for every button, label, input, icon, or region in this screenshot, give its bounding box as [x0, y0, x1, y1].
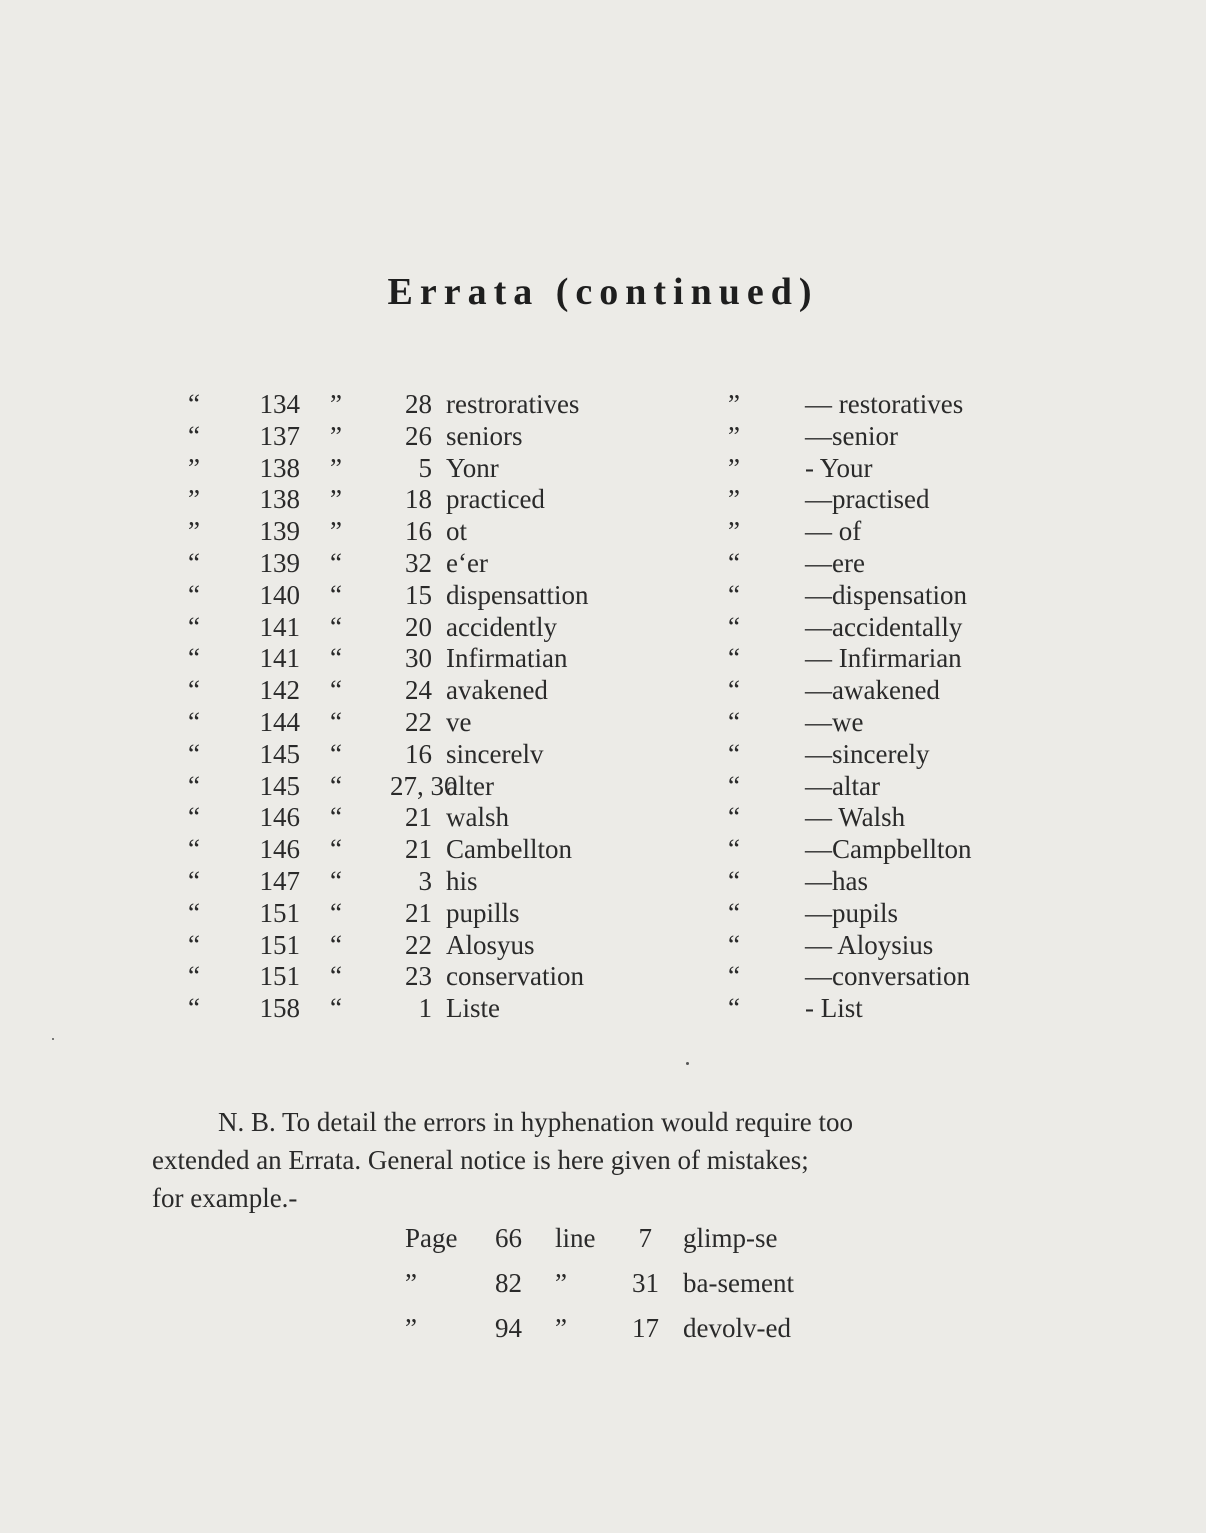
errata-row: [0, 420, 1206, 452]
ditto-mark: ”: [728, 420, 740, 451]
page-number: 137: [259, 420, 300, 451]
ditto-mark: “: [728, 897, 740, 928]
corrected-text: —we: [805, 707, 864, 737]
ditto-mark: “: [330, 961, 342, 992]
ditto-mark: ”: [330, 452, 342, 483]
corrected-text: — Walsh: [805, 802, 906, 833]
page-number: 145: [259, 770, 300, 801]
erroneous-text: dispensattion: [446, 579, 589, 610]
errata-row: [0, 388, 1206, 420]
ditto-mark: “: [728, 961, 740, 992]
print-speck: [686, 1062, 689, 1065]
errata-row: [0, 547, 1206, 579]
line-number: 30: [405, 643, 432, 674]
errata-row: [0, 483, 1206, 515]
errata-row: [0, 801, 1206, 833]
erroneous-text: Infirmatian: [446, 643, 568, 674]
line-label: line: [555, 1223, 596, 1253]
ditto-mark: “: [330, 579, 342, 610]
ditto-mark: “: [188, 548, 200, 578]
ditto-mark: “: [330, 770, 342, 801]
ditto-mark: “: [728, 993, 740, 1024]
corrected-text: - Your: [805, 452, 873, 483]
ditto-mark: “: [188, 993, 200, 1024]
erroneous-text: e‘er: [446, 548, 488, 578]
ditto-mark: ”: [330, 420, 342, 451]
ditto-mark: “: [188, 897, 200, 928]
ditto-mark: “: [330, 548, 342, 578]
errata-row: [0, 992, 1206, 1024]
line-label: ”: [555, 1313, 567, 1343]
line-number: 22: [405, 707, 432, 737]
page-number: 142: [259, 675, 300, 706]
errata-row: [0, 738, 1206, 770]
ditto-mark: “: [728, 611, 740, 642]
line-number: 27, 30: [390, 770, 458, 801]
erroneous-text: practiced: [446, 484, 545, 515]
line-number: 15: [405, 579, 432, 610]
example-row: [0, 1308, 1206, 1348]
erroneous-text: walsh: [446, 802, 509, 833]
print-speck: [52, 1038, 54, 1040]
ditto-mark: ”: [330, 484, 342, 515]
erroneous-text: his: [446, 866, 478, 896]
ditto-mark: “: [188, 707, 200, 737]
ditto-mark: “: [728, 643, 740, 674]
erroneous-text: conservation: [446, 961, 584, 992]
corrected-text: —pupils: [805, 897, 899, 928]
ditto-mark: ”: [728, 452, 740, 483]
ditto-mark: ”: [330, 389, 342, 419]
ditto-mark: “: [728, 548, 740, 578]
ditto-mark: “: [728, 834, 740, 865]
ditto-mark: “: [330, 929, 342, 960]
line-number: 21: [405, 897, 432, 928]
corrected-text: —altar: [805, 770, 880, 801]
ditto-mark: “: [330, 834, 342, 865]
corrected-text: —Campbellton: [805, 834, 972, 865]
corrected-text: —conversation: [805, 961, 970, 992]
page-number: 134: [259, 389, 300, 419]
line-number: 22: [405, 929, 432, 960]
ditto-mark: “: [188, 420, 200, 451]
page-number: 141: [259, 643, 300, 674]
page-label: ”: [405, 1268, 417, 1298]
page-number: 151: [259, 929, 300, 960]
erroneous-text: Liste: [446, 993, 500, 1024]
line-number: 1: [418, 993, 432, 1024]
errata-row: [0, 642, 1206, 674]
errata-row: [0, 452, 1206, 484]
line-number: 24: [405, 675, 432, 706]
ditto-mark: “: [188, 802, 200, 833]
errata-row: [0, 770, 1206, 802]
page-number: 146: [259, 834, 300, 865]
line-number: 5: [418, 452, 432, 483]
erroneous-text: Yonr: [446, 452, 499, 483]
note-paragraph: [152, 1103, 1062, 1217]
line-number: 3: [418, 866, 432, 896]
ditto-mark: “: [330, 643, 342, 674]
corrected-text: —dispensation: [805, 579, 967, 610]
line-number: 21: [405, 802, 432, 833]
page-number: 140: [259, 579, 300, 610]
page-number: 158: [259, 993, 300, 1024]
page-number: 66: [495, 1223, 522, 1253]
ditto-mark: “: [330, 611, 342, 642]
erroneous-text: pupills: [446, 897, 520, 928]
erroneous-text: accidently: [446, 611, 557, 642]
hyphenated-word: glimp-se: [683, 1223, 778, 1253]
erroneous-text: avakened: [446, 675, 548, 706]
corrected-text: - List: [805, 993, 863, 1024]
line-number: 31: [632, 1268, 659, 1298]
ditto-mark: “: [188, 929, 200, 960]
erroneous-text: Alosyus: [446, 929, 535, 960]
line-number: 21: [405, 834, 432, 865]
line-label: ”: [555, 1268, 567, 1298]
corrected-text: — of: [805, 516, 862, 547]
example-row: [0, 1263, 1206, 1303]
corrected-text: — Infirmarian: [805, 643, 962, 674]
erroneous-text: seniors: [446, 420, 523, 451]
ditto-mark: “: [728, 707, 740, 737]
line-number: 26: [405, 420, 432, 451]
errata-row: [0, 929, 1206, 961]
ditto-mark: “: [188, 579, 200, 610]
errata-row: [0, 515, 1206, 547]
erroneous-text: Cambellton: [446, 834, 572, 865]
ditto-mark: ”: [188, 516, 200, 547]
page-number: 139: [259, 516, 300, 547]
line-number: 20: [405, 611, 432, 642]
line-number: 17: [632, 1313, 659, 1343]
ditto-mark: ”: [188, 484, 200, 515]
page-title: Errata (continued): [387, 271, 819, 313]
ditto-mark: “: [728, 579, 740, 610]
ditto-mark: “: [330, 707, 342, 737]
line-number: 23: [405, 961, 432, 992]
corrected-text: —has: [805, 866, 868, 896]
errata-row: [0, 611, 1206, 643]
ditto-mark: “: [188, 961, 200, 992]
page-number: 147: [259, 866, 300, 896]
page-number: 146: [259, 802, 300, 833]
erroneous-text: alter: [446, 770, 494, 801]
ditto-mark: “: [330, 897, 342, 928]
errata-row: [0, 706, 1206, 738]
ditto-mark: “: [728, 929, 740, 960]
line-number: 32: [405, 548, 432, 578]
ditto-mark: “: [330, 738, 342, 769]
page-number: 139: [259, 548, 300, 578]
ditto-mark: ”: [728, 516, 740, 547]
errata-row: [0, 865, 1206, 897]
ditto-mark: “: [188, 611, 200, 642]
note-line: N. B. To detail the errors in hyphenation would require too: [218, 1107, 853, 1137]
ditto-mark: “: [188, 389, 200, 419]
corrected-text: —senior: [805, 420, 898, 451]
page-number: 145: [259, 738, 300, 769]
ditto-mark: “: [188, 738, 200, 769]
erroneous-text: restroratives: [446, 389, 580, 419]
ditto-mark: “: [728, 675, 740, 706]
corrected-text: — restoratives: [805, 389, 964, 419]
ditto-mark: ”: [728, 484, 740, 515]
page-number: 82: [495, 1268, 522, 1298]
errata-row: [0, 833, 1206, 865]
ditto-mark: “: [188, 834, 200, 865]
ditto-mark: ”: [330, 516, 342, 547]
ditto-mark: “: [188, 770, 200, 801]
page-number: 151: [259, 897, 300, 928]
erroneous-text: ve: [446, 707, 472, 737]
corrected-text: —ere: [805, 548, 865, 578]
ditto-mark: ”: [728, 389, 740, 419]
ditto-mark: “: [728, 802, 740, 833]
line-number: 16: [405, 516, 432, 547]
corrected-text: —practised: [805, 484, 930, 515]
line-number: 18: [405, 484, 432, 515]
ditto-mark: ”: [188, 452, 200, 483]
line-number: 28: [405, 389, 432, 419]
ditto-mark: “: [330, 866, 342, 896]
example-row: [0, 1218, 1206, 1258]
ditto-mark: “: [728, 738, 740, 769]
page-number: 138: [259, 452, 300, 483]
ditto-mark: “: [728, 866, 740, 896]
errata-row: [0, 579, 1206, 611]
page-number: 94: [495, 1313, 522, 1343]
line-number: 7: [638, 1223, 652, 1253]
page-label: Page: [405, 1223, 458, 1253]
errata-row: [0, 674, 1206, 706]
ditto-mark: “: [188, 866, 200, 896]
note-line: extended an Errata. General notice is here given of mistakes;: [152, 1145, 809, 1175]
page-number: 141: [259, 611, 300, 642]
corrected-text: — Aloysius: [805, 929, 934, 960]
page-number: 144: [259, 707, 300, 737]
errata-row: [0, 960, 1206, 992]
corrected-text: —sincerely: [805, 738, 930, 769]
page-label: ”: [405, 1313, 417, 1343]
ditto-mark: “: [330, 993, 342, 1024]
page-number: 138: [259, 484, 300, 515]
corrected-text: —accidentally: [805, 611, 963, 642]
ditto-mark: “: [188, 643, 200, 674]
ditto-mark: “: [330, 802, 342, 833]
erroneous-text: ot: [446, 516, 468, 547]
errata-row: [0, 897, 1206, 929]
corrected-text: —awakened: [805, 675, 940, 706]
hyphenated-word: devolv-ed: [683, 1313, 791, 1343]
line-number: 16: [405, 738, 432, 769]
page-number: 151: [259, 961, 300, 992]
ditto-mark: “: [330, 675, 342, 706]
ditto-mark: “: [188, 675, 200, 706]
ditto-mark: “: [728, 770, 740, 801]
erroneous-text: sincerelv: [446, 738, 544, 769]
hyphenated-word: ba-sement: [683, 1268, 794, 1298]
note-line: for example.-: [152, 1183, 298, 1213]
